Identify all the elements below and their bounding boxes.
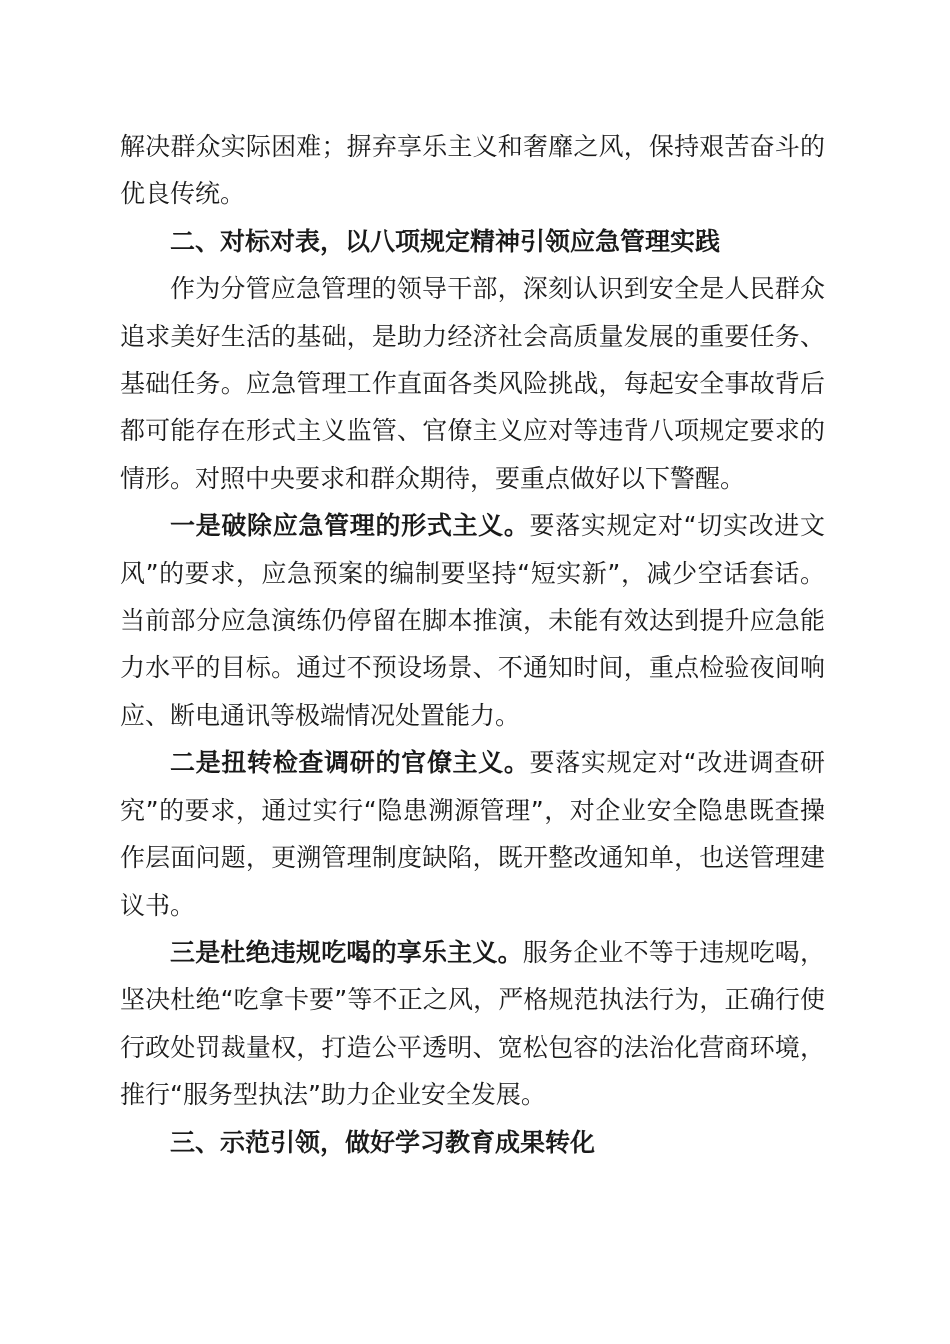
point-2-paragraph: [120, 739, 825, 929]
point-3-lead: 三是杜绝违规吃喝的享乐主义。: [170, 937, 523, 967]
section-2-intro: 作为分管应急管理的领导干部，深刻认识到安全是人民群众追求美好生活的基础，是助力经济社会高质量发展的重要任务、基础任务。应急管理工作直面各类风险挑战，每起安全事故背后都可能存在形式主义监管、官僚主义应对等违背八项规定要求的情形。对照中央要求和群众期待，要重点做好以下警醒。: [120, 274, 825, 493]
point-1-lead: 一是破除应急管理的形式主义。: [170, 511, 530, 541]
point-1-body: 要落实规定对“切实改进文风”的要求，应急预案的编制要坚持“短实新”，减少空话套话。当前部分应急演练仍停留在脚本推演，未能有效达到提升应急能力水平的目标。通过不预设场景、不通知时间，重点检验夜间响应、断电通讯等极端情况处置能力。: [120, 511, 825, 730]
point-3-body: 服务企业不等于违规吃喝，坚决杜绝“吃拿卡要”等不正之风，严格规范执法行为，正确行使行政处罚裁量权，打造公平透明、宽松包容的法治化营商环境，推行“服务型执法”助力企业安全发展。: [120, 937, 825, 1110]
document-body: [120, 123, 825, 1166]
point-2-body: 要落实规定对“改进调查研究”的要求，通过实行“隐患溯源管理”，对企业安全隐患既查操作层面问题，更溯管理制度缺陷，既开整改通知单，也送管理建议书。: [120, 748, 825, 920]
point-1-paragraph: [120, 502, 825, 739]
point-2-lead: 二是扭转检查调研的官僚主义。: [170, 748, 530, 778]
point-3-paragraph: [120, 929, 825, 1119]
continuation-paragraph: 解决群众实际困难；摒弃享乐主义和奢靡之风，保持艰苦奋斗的优良传统。: [120, 132, 825, 209]
section-3-heading: 三、示范引领，做好学习教育成果转化: [170, 1127, 596, 1157]
section-2-heading: 二、对标对表，以八项规定精神引领应急管理实践: [170, 226, 721, 256]
